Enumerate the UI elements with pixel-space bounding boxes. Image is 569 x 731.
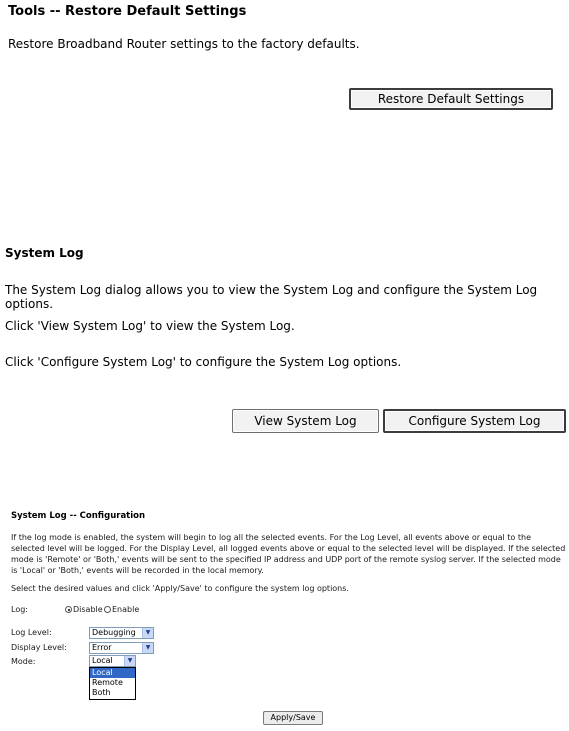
- log-enable-radio[interactable]: [104, 606, 111, 613]
- log-label: Log:: [11, 605, 28, 614]
- configure-system-log-button[interactable]: Configure System Log: [383, 409, 566, 433]
- log-level-select[interactable]: [89, 627, 154, 639]
- log-level-value: Debugging: [92, 628, 136, 637]
- view-system-log-button[interactable]: View System Log: [232, 409, 379, 433]
- chevron-down-icon: ▼: [142, 643, 153, 653]
- config-title: System Log -- Configuration: [11, 511, 146, 521]
- configure-log-instruction: Click 'Configure System Log' to configure the System Log options.: [5, 355, 402, 369]
- display-level-label: Display Level:: [11, 643, 67, 652]
- restore-description: Restore Broadband Router settings to the factory defaults.: [8, 37, 360, 51]
- display-level-value: Error: [92, 643, 112, 652]
- log-disable-label: Disable: [73, 605, 103, 614]
- restore-default-settings-button[interactable]: Restore Default Settings: [349, 88, 553, 110]
- restore-title: Tools -- Restore Default Settings: [8, 4, 247, 19]
- config-description: If the log mode is enabled, the system will begin to log all the selected events. For the Log Level, all events above or equal to the selected level will be logged. For the Display Level, all logged events above or equal to the selected level will be displayed. If the selected mode is 'Remote' or 'Both,' events will be sent to the specified IP address and UDP port of the remote syslog server. If the selected mode is 'Local' or 'Both,' events will be recorded in the local memory.: [11, 533, 566, 575]
- view-log-instruction: Click 'View System Log' to view the System Log.: [5, 319, 295, 333]
- config-instruction: Select the desired values and click 'Apply/Save' to configure the system log options.: [11, 584, 349, 593]
- log-disable-radio[interactable]: [65, 606, 72, 613]
- system-log-title: System Log: [5, 246, 84, 260]
- mode-label: Mode:: [11, 657, 36, 666]
- mode-option-remote[interactable]: Remote: [92, 678, 123, 687]
- system-log-intro: The System Log dialog allows you to view the System Log and configure the System Log options.: [5, 283, 538, 311]
- mode-option-both[interactable]: Both: [92, 688, 111, 697]
- chevron-down-icon: ▼: [142, 628, 153, 638]
- log-level-label: Log Level:: [11, 628, 52, 637]
- apply-save-button[interactable]: Apply/Save: [263, 711, 323, 725]
- mode-select[interactable]: [89, 655, 136, 667]
- chevron-down-icon: ▼: [124, 656, 135, 666]
- mode-value: Local: [92, 656, 113, 665]
- mode-option-local[interactable]: Local: [90, 668, 135, 678]
- log-enable-label: Enable: [112, 605, 140, 614]
- display-level-select[interactable]: [89, 642, 154, 654]
- mode-dropdown-list: [89, 667, 136, 700]
